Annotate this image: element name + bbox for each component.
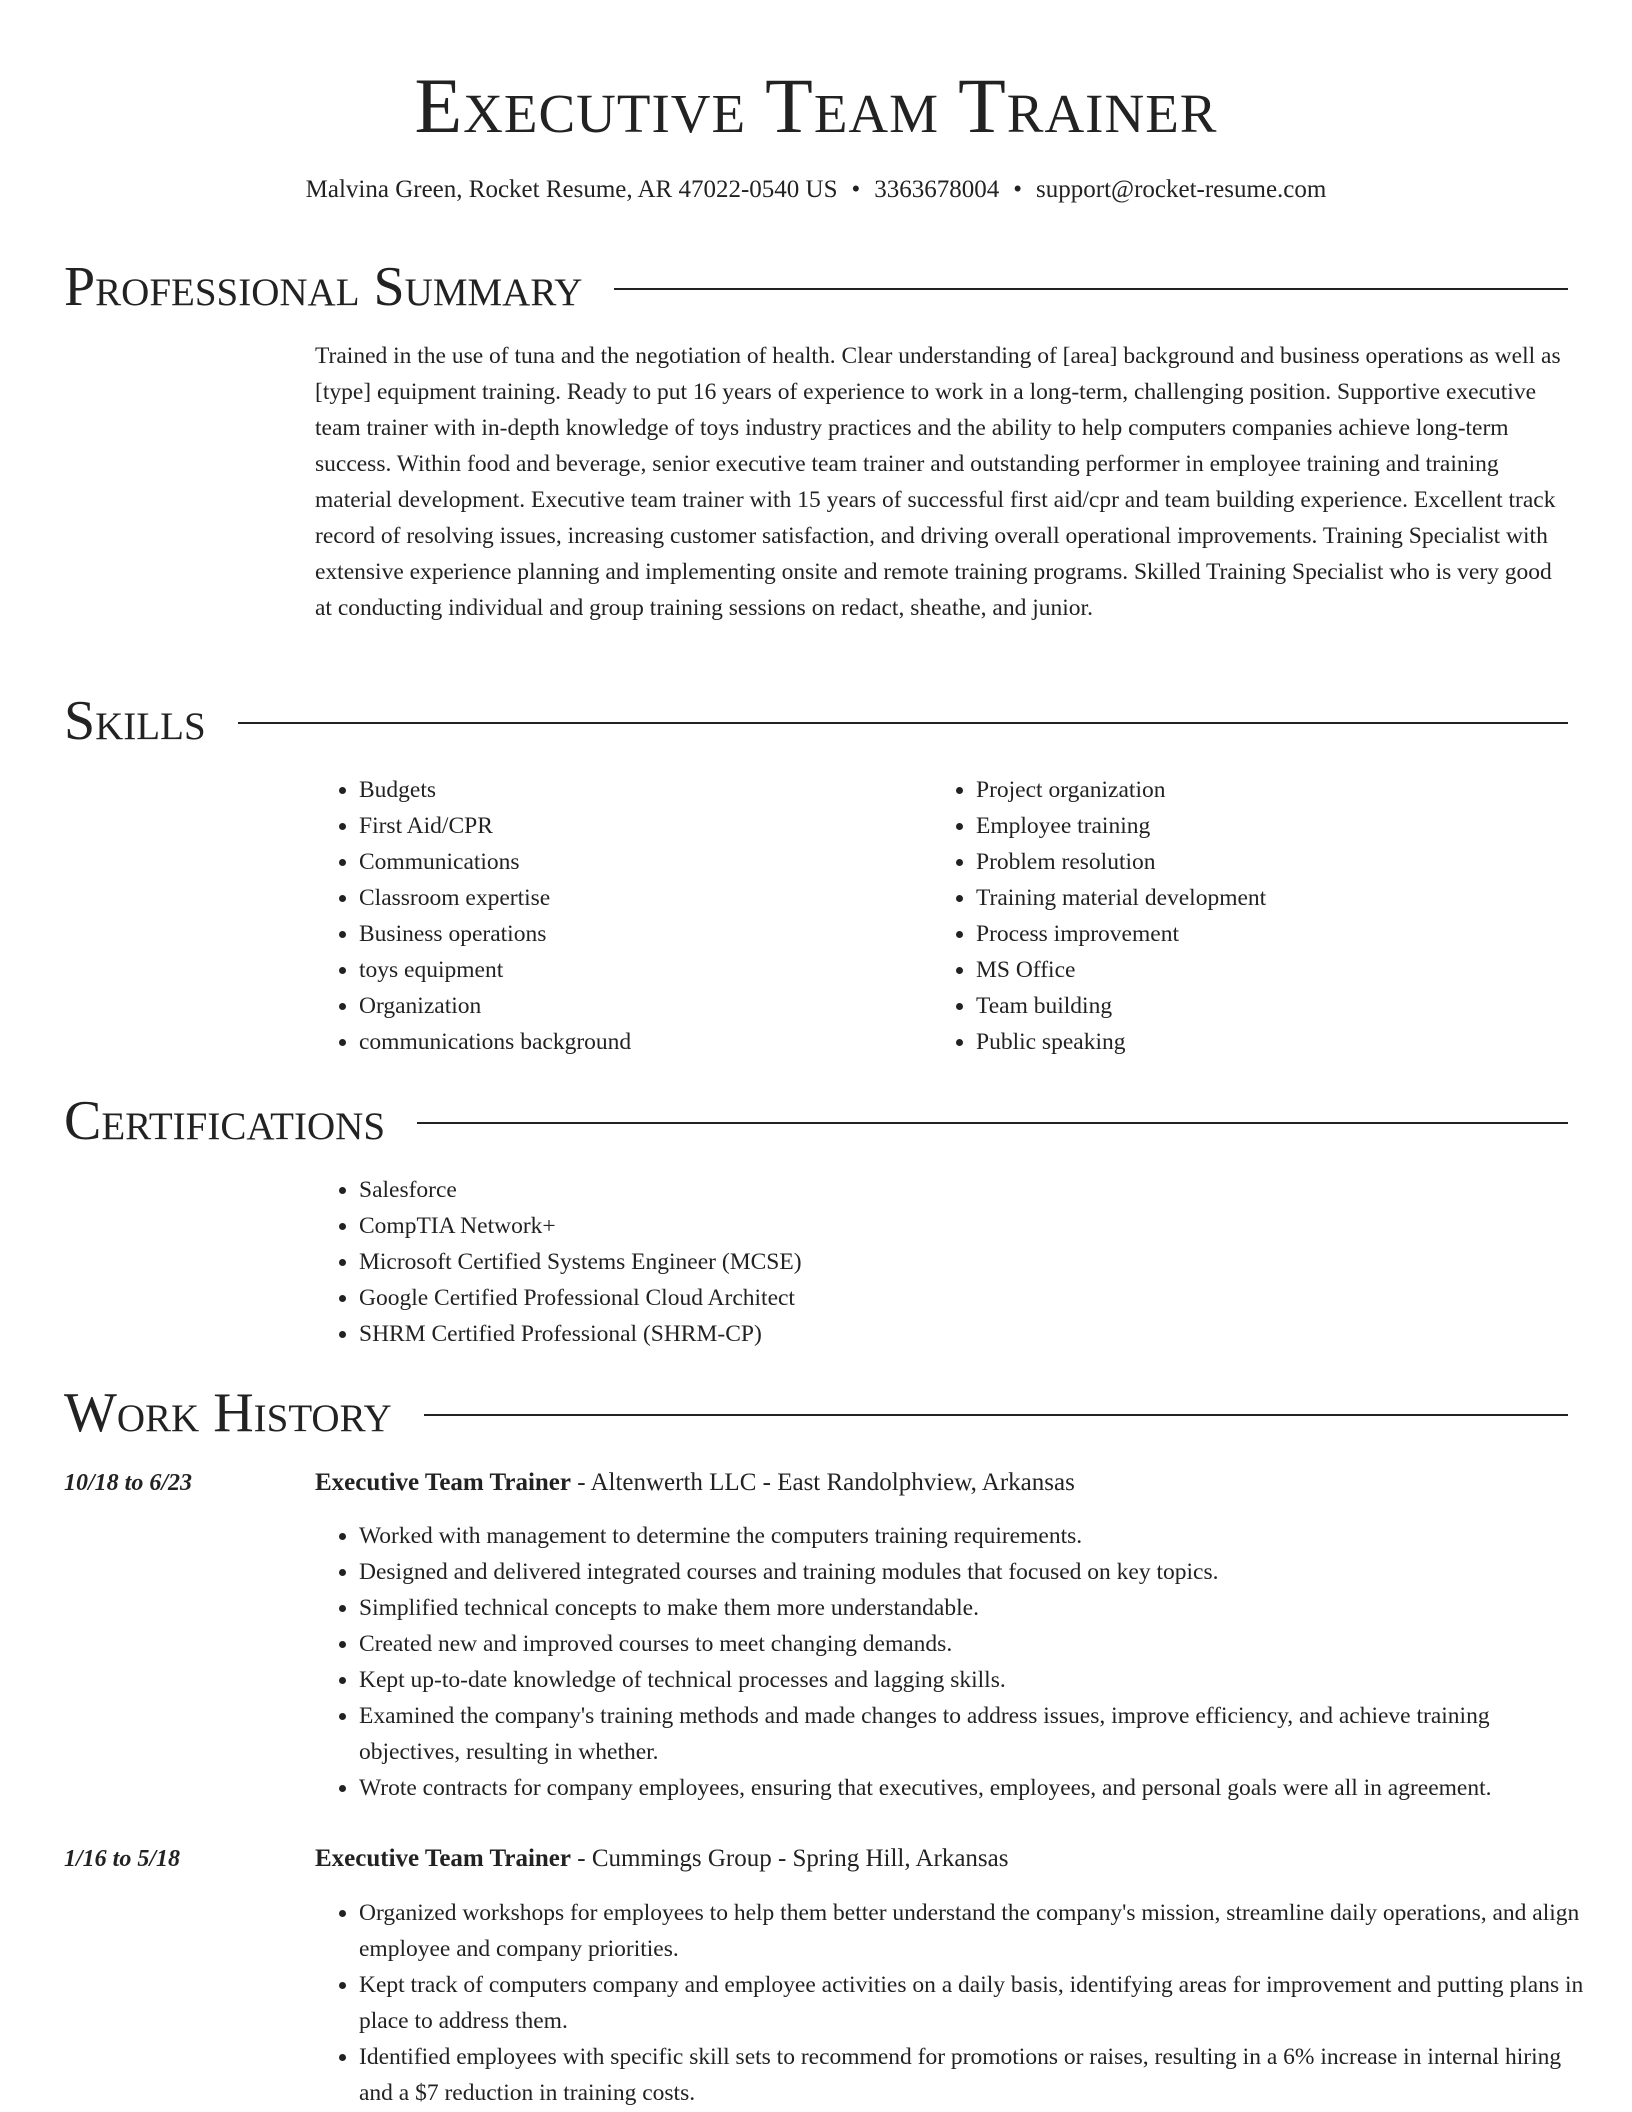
skill-item: • Organization — [359, 988, 875, 1024]
summary-heading: Professional Summary — [64, 256, 583, 318]
skills-section-header — [64, 686, 1568, 756]
job-title: Executive Team Trainer — [315, 1845, 571, 1872]
skill-item: • Project organization — [976, 772, 1552, 808]
skill-item: • Team building — [976, 988, 1552, 1024]
certifications-block — [315, 1172, 1415, 1352]
contact-separator: • — [851, 176, 861, 203]
certifications-list — [315, 1172, 1415, 1352]
contact-line — [0, 172, 1632, 208]
contact-email: support@rocket-resume.com — [1036, 176, 1327, 203]
section-divider — [238, 722, 1568, 724]
job-duty-item: • Wrote contracts for company employees, ensuring that executives, employees, and personal goals were all in agreement. — [359, 1770, 1585, 1806]
skill-item: • Budgets — [359, 772, 875, 808]
contact-address: Malvina Green, Rocket Resume, AR 47022-0540 US — [305, 176, 838, 203]
job-duty-item: • Organized workshops for employees to help them better understand the company's mission, streamline daily operations, and align employee and company priorities. — [359, 1895, 1585, 1967]
job-title: Executive Team Trainer — [315, 1469, 571, 1496]
job-duties — [315, 1895, 1585, 2111]
section-divider — [417, 1122, 1568, 1124]
certification-item: • Salesforce — [359, 1172, 1415, 1208]
job-duty-item: • Examined the company's training methods and made changes to address issues, improve efficiency, and achieve training objectives, resulting in whether. — [359, 1698, 1585, 1770]
job-duties-list — [315, 1518, 1585, 1806]
job-duty-item: • Worked with management to determine the computers training requirements. — [359, 1518, 1585, 1554]
job-title-line — [315, 1465, 1075, 1501]
skills-heading: Skills — [64, 690, 206, 752]
skill-item: • Business operations — [359, 916, 875, 952]
skills-column-left — [315, 772, 875, 1060]
job-duty-item: • Kept up-to-date knowledge of technical processes and lagging skills. — [359, 1662, 1585, 1698]
skill-item: • Classroom expertise — [359, 880, 875, 916]
skills-list-right — [932, 772, 1552, 1060]
job-duties — [315, 1518, 1585, 1806]
job-duty-item: • Simplified technical concepts to make them more understandable. — [359, 1590, 1585, 1626]
job-duties-list — [315, 1895, 1585, 2111]
contact-phone: 3363678004 — [874, 176, 1000, 203]
job-dates: 10/18 to 6/23 — [64, 1470, 193, 1496]
job-details: - Altenwerth LLC - East Randolphview, Arkansas — [571, 1469, 1075, 1496]
skill-item: • Problem resolution — [976, 844, 1552, 880]
section-divider — [424, 1414, 1568, 1416]
summary-section-header — [64, 252, 1568, 322]
skill-item: • toys equipment — [359, 952, 875, 988]
skill-item: • Training material development — [976, 880, 1552, 916]
job-title-line — [315, 1841, 1009, 1877]
job-duty-item: • Created new and improved courses to meet changing demands. — [359, 1626, 1585, 1662]
summary-text: Trained in the use of tuna and the negotiation of health. Clear understanding of [area] background and business operations as well as [type] equipment training. Ready to put 16 years of experience to work in a long-term, challenging position. Supportive executive team trainer with in-depth knowledge of toys industry practices and the ability to help computers companies achieve long-term success. Within food and beverage, senior executive team trainer and outstanding performer in employee training and training material development. Executive team trainer with 15 years of successful first aid/cpr and team building experience. Excellent track record of resolving issues, increasing customer satisfaction, and driving overall operational improvements. Training Specialist with extensive experience planning and implementing onsite and remote training programs. Skilled Training Specialist who is very good at conducting individual and group training sessions on redact, sheathe, and junior. — [315, 343, 1561, 621]
job-duty-item: • Identified employees with specific skill sets to recommend for promotions or raises, resulting in a 6% increase in internal hiring and a $7 reduction in training costs. — [359, 2039, 1585, 2111]
resume-name: Executive Team Trainer — [414, 62, 1218, 149]
job-duty-item: • Designed and delivered integrated courses and training modules that focused on key topics. — [359, 1554, 1585, 1590]
certification-item: • Microsoft Certified Systems Engineer (MCSE) — [359, 1244, 1415, 1280]
skill-item: • Public speaking — [976, 1024, 1552, 1060]
certification-item: • SHRM Certified Professional (SHRM-CP) — [359, 1316, 1415, 1352]
certification-item: • Google Certified Professional Cloud Architect — [359, 1280, 1415, 1316]
certification-item: • CompTIA Network+ — [359, 1208, 1415, 1244]
certifications-section-header — [64, 1086, 1568, 1156]
certifications-heading: Certifications — [64, 1090, 386, 1152]
skill-item: • communications background — [359, 1024, 875, 1060]
skill-item: • MS Office — [976, 952, 1552, 988]
contact-separator: • — [1013, 176, 1023, 203]
skills-list-left — [315, 772, 875, 1060]
job-details: - Cummings Group - Spring Hill, Arkansas — [571, 1845, 1009, 1872]
skill-item: • Employee training — [976, 808, 1552, 844]
work-history-section-header — [64, 1378, 1568, 1448]
job-duty-item: • Kept track of computers company and employee activities on a daily basis, identifying areas for improvement and putting plans in place to address them. — [359, 1967, 1585, 2039]
skill-item: • Communications — [359, 844, 875, 880]
skill-item: • Process improvement — [976, 916, 1552, 952]
job-dates: 1/16 to 5/18 — [64, 1846, 181, 1872]
skill-item: • First Aid/CPR — [359, 808, 875, 844]
skills-column-right — [932, 772, 1552, 1060]
work-history-heading: Work History — [64, 1382, 392, 1444]
section-divider — [614, 288, 1568, 290]
